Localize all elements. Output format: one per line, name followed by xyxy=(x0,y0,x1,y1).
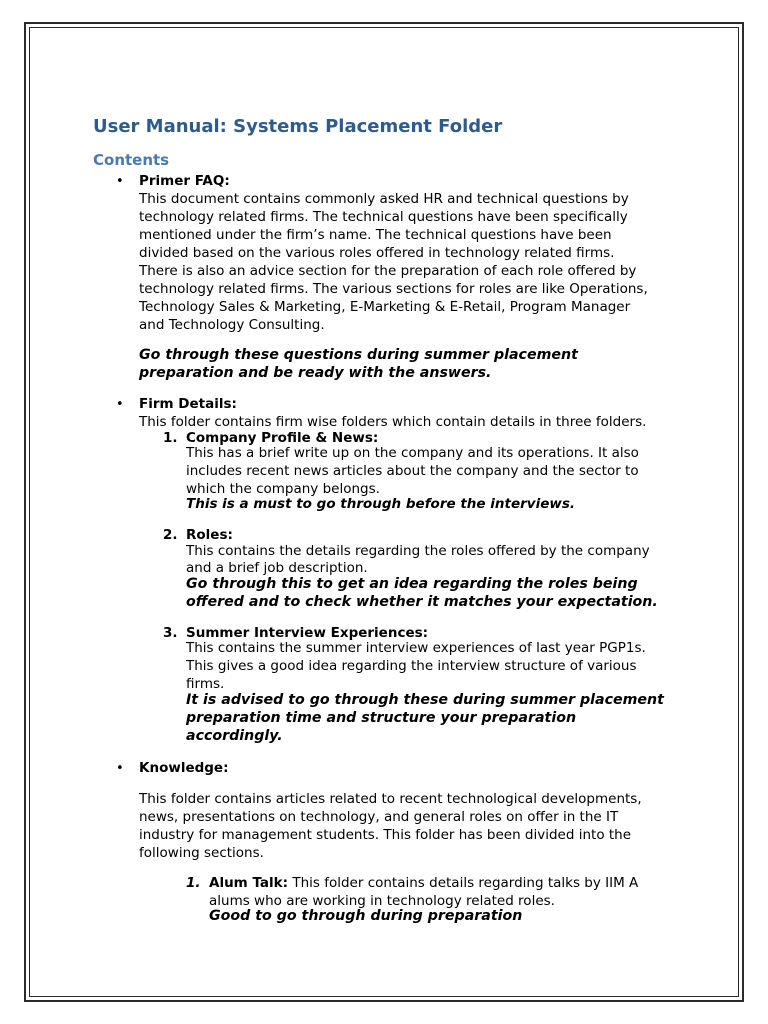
primer-advice: preparation and be ready with the answers. xyxy=(139,365,492,381)
firm-heading: Firm Details: xyxy=(139,396,237,412)
primer-line: This document contains commonly asked HR and technical questions by xyxy=(139,191,629,207)
firm-intro: This folder contains firm wise folders which contain details in three folders. xyxy=(139,414,647,430)
primer-line: mentioned under the firm’s name. The technical questions have been xyxy=(139,227,612,243)
bullet-firm: • xyxy=(116,397,124,412)
firm-item-line: which the company belongs. xyxy=(186,481,380,497)
knowledge-item-text: This folder contains details regarding talks by IIM A xyxy=(288,875,639,891)
knowledge-line: industry for management students. This folder has been divided into the xyxy=(139,827,632,843)
primer-line: technology related firms. The technical questions have been specifically xyxy=(139,209,628,225)
firm-item-advice: offered and to check whether it matches your expectation. xyxy=(186,594,658,610)
firm-item-heading: Company Profile & News: xyxy=(186,430,379,446)
knowledge-item-line: alums who are working in technology related roles. xyxy=(209,893,555,909)
primer-line: There is also an advice section for the preparation of each role offered by xyxy=(139,263,637,279)
primer-line: and Technology Consulting. xyxy=(139,317,325,333)
firm-item-advice: preparation time and structure your preparation xyxy=(186,710,577,726)
knowledge-item-number: 1. xyxy=(186,875,201,891)
firm-item-advice: This is a must to go through before the interviews. xyxy=(186,496,575,512)
knowledge-item-advice: Good to go through during preparation xyxy=(209,908,523,924)
firm-item-line: firms. xyxy=(186,676,225,692)
knowledge-heading: Knowledge: xyxy=(139,760,229,776)
firm-item-heading: Summer Interview Experiences: xyxy=(186,625,429,641)
primer-line: Technology Sales & Marketing, E-Marketing & E-Retail, Program Manager xyxy=(139,299,631,315)
firm-item-line: This contains the summer interview experiences of last year PGP1s. xyxy=(186,640,646,656)
primer-heading: Primer FAQ: xyxy=(139,173,230,189)
knowledge-item-heading: Alum Talk: xyxy=(209,875,289,891)
firm-item-advice: accordingly. xyxy=(186,728,283,744)
firm-item-line: includes recent news articles about the company and the sector to xyxy=(186,463,639,479)
primer-line: technology related firms. The various sections for roles are like Operations, xyxy=(139,281,648,297)
firm-item-number: 3. xyxy=(163,625,178,641)
primer-line: divided based on the various roles offered in technology related firms. xyxy=(139,245,615,261)
knowledge-item-line xyxy=(209,874,638,892)
firm-item-line: This gives a good idea regarding the interview structure of various xyxy=(186,658,637,674)
contents-heading: Contents xyxy=(93,151,170,169)
bullet-knowledge: • xyxy=(116,761,124,776)
firm-item-line: This has a brief write up on the company and its operations. It also xyxy=(186,445,639,461)
firm-item-line: and a brief job description. xyxy=(186,560,368,576)
firm-item-heading: Roles: xyxy=(186,527,233,543)
firm-item-line: This contains the details regarding the roles offered by the company xyxy=(186,543,650,559)
document-title: User Manual: Systems Placement Folder xyxy=(93,116,503,137)
primer-advice: Go through these questions during summer placement xyxy=(139,347,578,363)
firm-item-advice: It is advised to go through these during summer placement xyxy=(186,692,664,708)
firm-item-number: 2. xyxy=(163,527,178,543)
bullet-primer: • xyxy=(116,174,124,189)
knowledge-line: This folder contains articles related to recent technological developments, xyxy=(139,791,642,807)
knowledge-line: news, presentations on technology, and general roles on offer in the IT xyxy=(139,809,619,825)
firm-item-advice: Go through this to get an idea regarding the roles being xyxy=(186,576,638,592)
knowledge-line: following sections. xyxy=(139,845,264,861)
firm-item-number: 1. xyxy=(163,430,178,446)
